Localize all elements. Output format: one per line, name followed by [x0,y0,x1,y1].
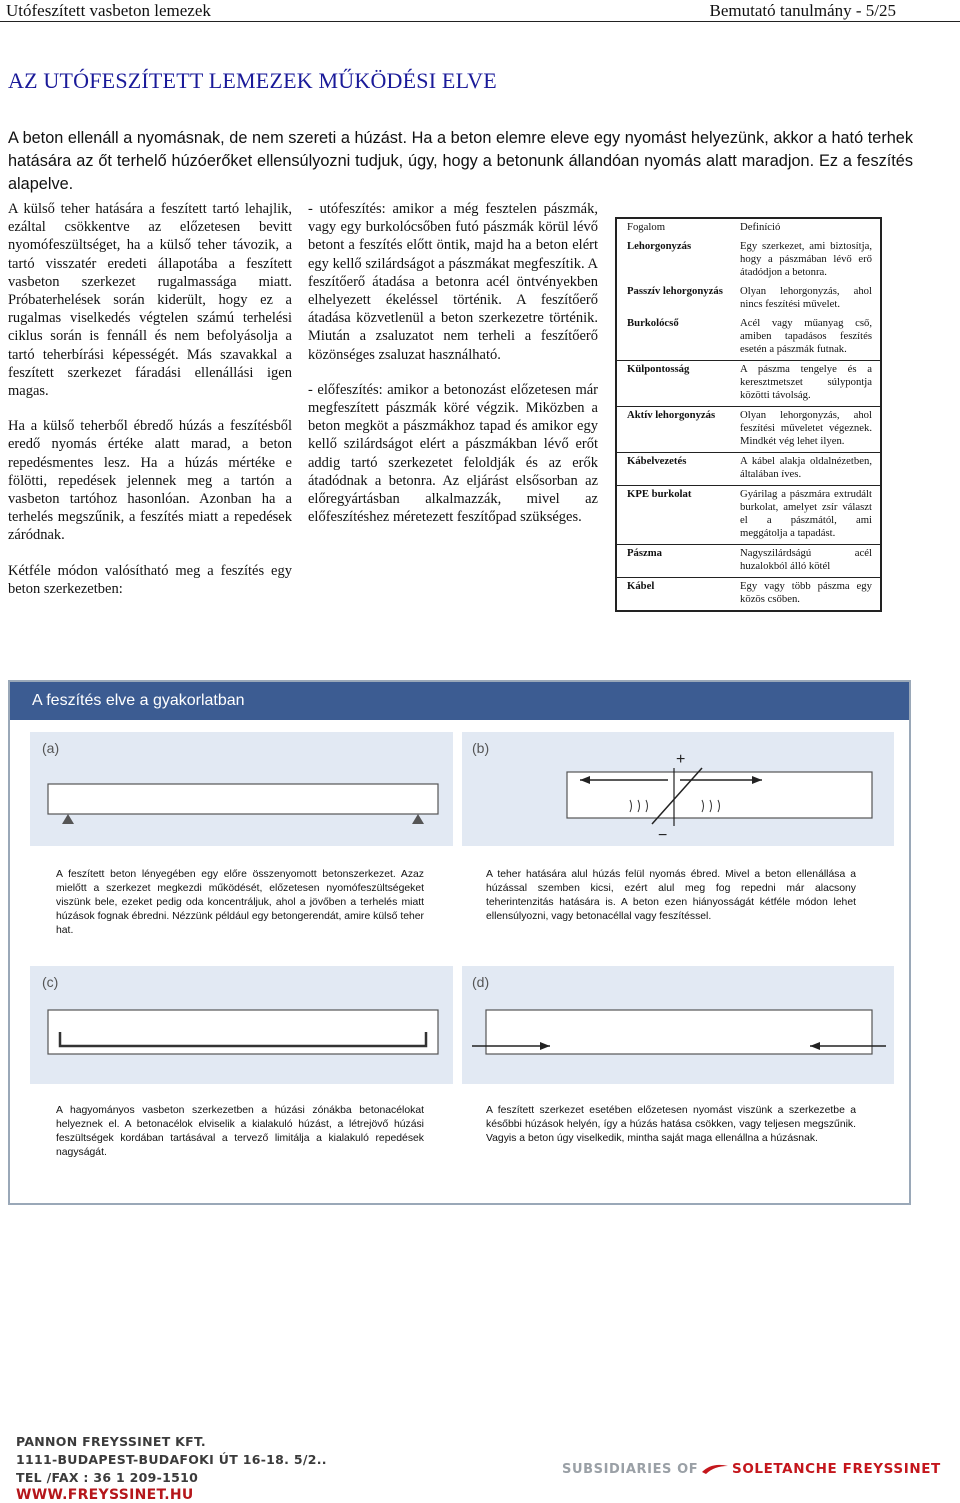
caption-d: A feszített szerkezet esetében előzetesen nyomást viszünk a szerkezetbe a későbbi húzások helyén, így a húzás hatása csökken, vagy teljesen megszűnik. Vagyis a beton úgy viselkedik, mintha saját maga ellenállna a húzásnak. [486,1105,856,1144]
definition-cell: Egy vagy több pászma egy közös csőben. [734,578,881,612]
paragraph-post-tensioning: - utófeszítés: amikor a még fesztelen pászmák, vagy egy burkolócsőben futó pászmák körül lévő betont a feszítés előtt öntik, majd ha a beton elért egy kellő szilárdságot a pászmákat megfeszítik. A feszítőerő átadása a betonra acél öntvényekben elhelyezett ékeléssel történik. A feszítőerő átadása közvetlenül a beton szerkezetre történik. Miután a zsaluzatot nem terheli a feszítőerő közönséges zsaluzat használható. [308,201,598,363]
table-row [616,578,881,612]
paragraph-pre-tensioning: - előfeszítés: amikor a betonozást előzetesen már megfeszített pászmák köré végzik. Miközben a beton megköt a pászmákhoz tapad és amikor egy kellő szilárdságot elért a pászmákban lévő erőt addig tartó szerkezetet feloldják és az erők átadódnak a betonra. Az eljárást elsősorban az előregyártásban alkalmazzák, mivel az előfeszítéshez méretezett feszítőpad szükséges. [308,381,598,526]
support-right [412,814,424,824]
page-title: AZ UTÓFESZÍTETT LEMEZEK MŰKÖDÉSI ELVE [8,68,497,93]
concrete-beam [48,784,438,814]
table-row [616,545,881,578]
term-cell: KPE burkolat [616,486,734,545]
diagram-d-label: (d) [472,974,490,990]
footer-subsidiaries-text: SUBSIDIARIES OF [562,1462,699,1477]
definitions-table [615,217,882,612]
term-cell: Lehorgonyzás [627,240,692,252]
term-cell: Aktív lehorgonyzás [616,407,734,453]
company-logo-swoosh-icon [700,1462,730,1476]
diagram-a-label: (a) [42,740,60,756]
diagram-c-label: (c) [42,974,59,990]
definition-cell: Acél vagy műanyag cső, amiben tapadásos feszítés esetén a pászmák futnak. [740,317,872,355]
paragraph: A külső teher hatására a feszített tartó lehajlik, ezáltal csökkentve az előzetesen bevitt nyomófeszültséget, ha a külső teher távozik, a tartó visszatér eredeti állapotába a feszített vasbeton szerkezet rugalmassága miatt. Próbaterhelések során kiderült, hogy ez a rugalmas viselkedés végtelen számú terhelési ciklus során is fennáll és nem befolyásolja a tartó teherbírási képességét. Más szavakkal a feszített szerkezet fáradási ellenállási igen magas. [8,201,292,400]
footer-address: 1111-BUDAPEST-BUDAFOKI ÚT 16-18. 5/2.. [16,1452,327,1467]
text-column-left [8,200,292,615]
definition-cell: A pászma tengelye és a keresztmetszet súlypontja közötti távolság. [734,361,881,407]
caption-b: A teher hatására alul húzás felül nyomás ébred. Mivel a beton ellenállása a húzással szemben kicsi, ezért alul meg fog repedni már alacsony teherintenzitás hatására is. A beton ezen hiányosságát kétféle módon lehet ellensúlyozni, vagy betonacéllal vagy feszítéssel. [486,869,856,922]
caption-a: A feszített beton lényegében egy előre összenyomott betonszerkezet. Azaz mielőtt a szerkezet megkezdi működését, előzetesen nyomófeszültségeket viszünk bele, ezeket pedig oda koncentráljuk, ahol a jövőben a terhelés miatt húzások fognak ébredni. Nézzünk például egy betongerendát, amire külső teher hat. [56,869,424,936]
table-row [616,238,881,283]
table-row [616,486,881,545]
table-row [616,315,881,361]
figure-title-bar [10,682,909,720]
table-row [616,361,881,407]
footer-company: PANNON FREYSSINET KFT. [16,1434,206,1449]
footer-website-link[interactable]: WWW.FREYSSINET.HU [16,1487,194,1503]
column-header-definition: Definíció [740,221,781,233]
page-header [0,0,960,22]
support-left [62,814,74,824]
term-cell: Burkolócső [627,317,679,329]
footer-phone: TEL /FAX : 36 1 209-1510 [16,1470,199,1485]
text-column-middle [308,200,598,543]
term-cell: Kábelvezetés [616,453,734,486]
definition-cell: Nagyszilárdságú acél huzalokból álló kötél [734,545,881,578]
page-footer [0,1432,960,1503]
figure-title: A feszítés elve a gyakorlatban [32,692,245,709]
footer-company-logo: SOLETANCHE FREYSSINET [732,1461,941,1477]
prestressing-figure-panel [8,680,911,1205]
definition-cell: A kábel alakja oldalnézetben, általában íves. [734,453,881,486]
definition-cell: Olyan lehorgonyzás, ahol nincs feszítési művelet. [740,285,872,310]
beam-diagram-d [462,966,894,1084]
term-cell: Kábel [616,578,734,612]
term-cell: Passzív lehorgonyzás [627,285,723,297]
definition-cell: Olyan lehorgonyzás, ahol feszítési műveletet végeznek. Mindkét vég lehet ilyen. [734,407,881,453]
term-cell: Külpontosság [616,361,734,407]
caption-c: A hagyományos vasbeton szerkezetben a húzási zónákba betonacélokat helyeznek el. A betonacélok elviselik a kialakuló húzást, a létrejövő húzási feszültségek kordában tartásával a tervező limitálja a kialakuló repedések nagyságát. [56,1105,424,1158]
concrete-beam [48,1010,438,1054]
beam-diagram-b [462,732,894,846]
definition-cell: Egy szerkezet, ami biztosítja, hogy a pászmában lévő erő átadódjon a betonra. [740,240,872,278]
table-row [616,453,881,486]
compression-sign: + [676,751,686,768]
table-header-row [616,218,881,238]
term-cell: Pászma [616,545,734,578]
paragraph: Kétféle módon valósítható meg a feszítés egy beton szerkezetben: [8,562,292,597]
table-row [616,407,881,453]
header-page-number: Bemutató tanulmány - 5/25 [709,1,896,20]
definition-cell: Gyárilag a pászmára extrudált burkolat, amelyet zsír választ el a pászmától, ami meggátolja a tapadást. [734,486,881,545]
table-row [616,283,881,315]
concrete-beam [567,772,872,818]
intro-paragraph: A beton ellenáll a nyomásnak, de nem szereti a húzást. Ha a beton elemre eleve egy nyomást helyezünk, akkor a ható terhek hatására az őt terhelő húzóerőket ellensúlyozni tudjuk, úgy, hogy a betonunk állandóan nyomás alatt maradjon. Ez a feszítés alapelve. [8,129,913,193]
paragraph: Ha a külső teherből ébredő húzás a feszítésből eredő nyomás értéke alatt marad, a beton repedésmentes lesz. Ha a húzás mértéke e fölötti, repedések jelennek meg a tartón a vasbeton tartóhoz hasonlóan. Azonban ha a terhelés megszűnik, a feszítés miatt a repedések záródnak. [8,418,292,544]
header-document-title: Utófeszített vasbeton lemezek [6,1,211,20]
beam-diagram-a [30,732,453,846]
beam-diagram-c [30,966,453,1084]
tension-sign: − [658,827,668,844]
column-header-term: Fogalom [627,221,666,233]
diagram-b-label: (b) [472,740,490,756]
